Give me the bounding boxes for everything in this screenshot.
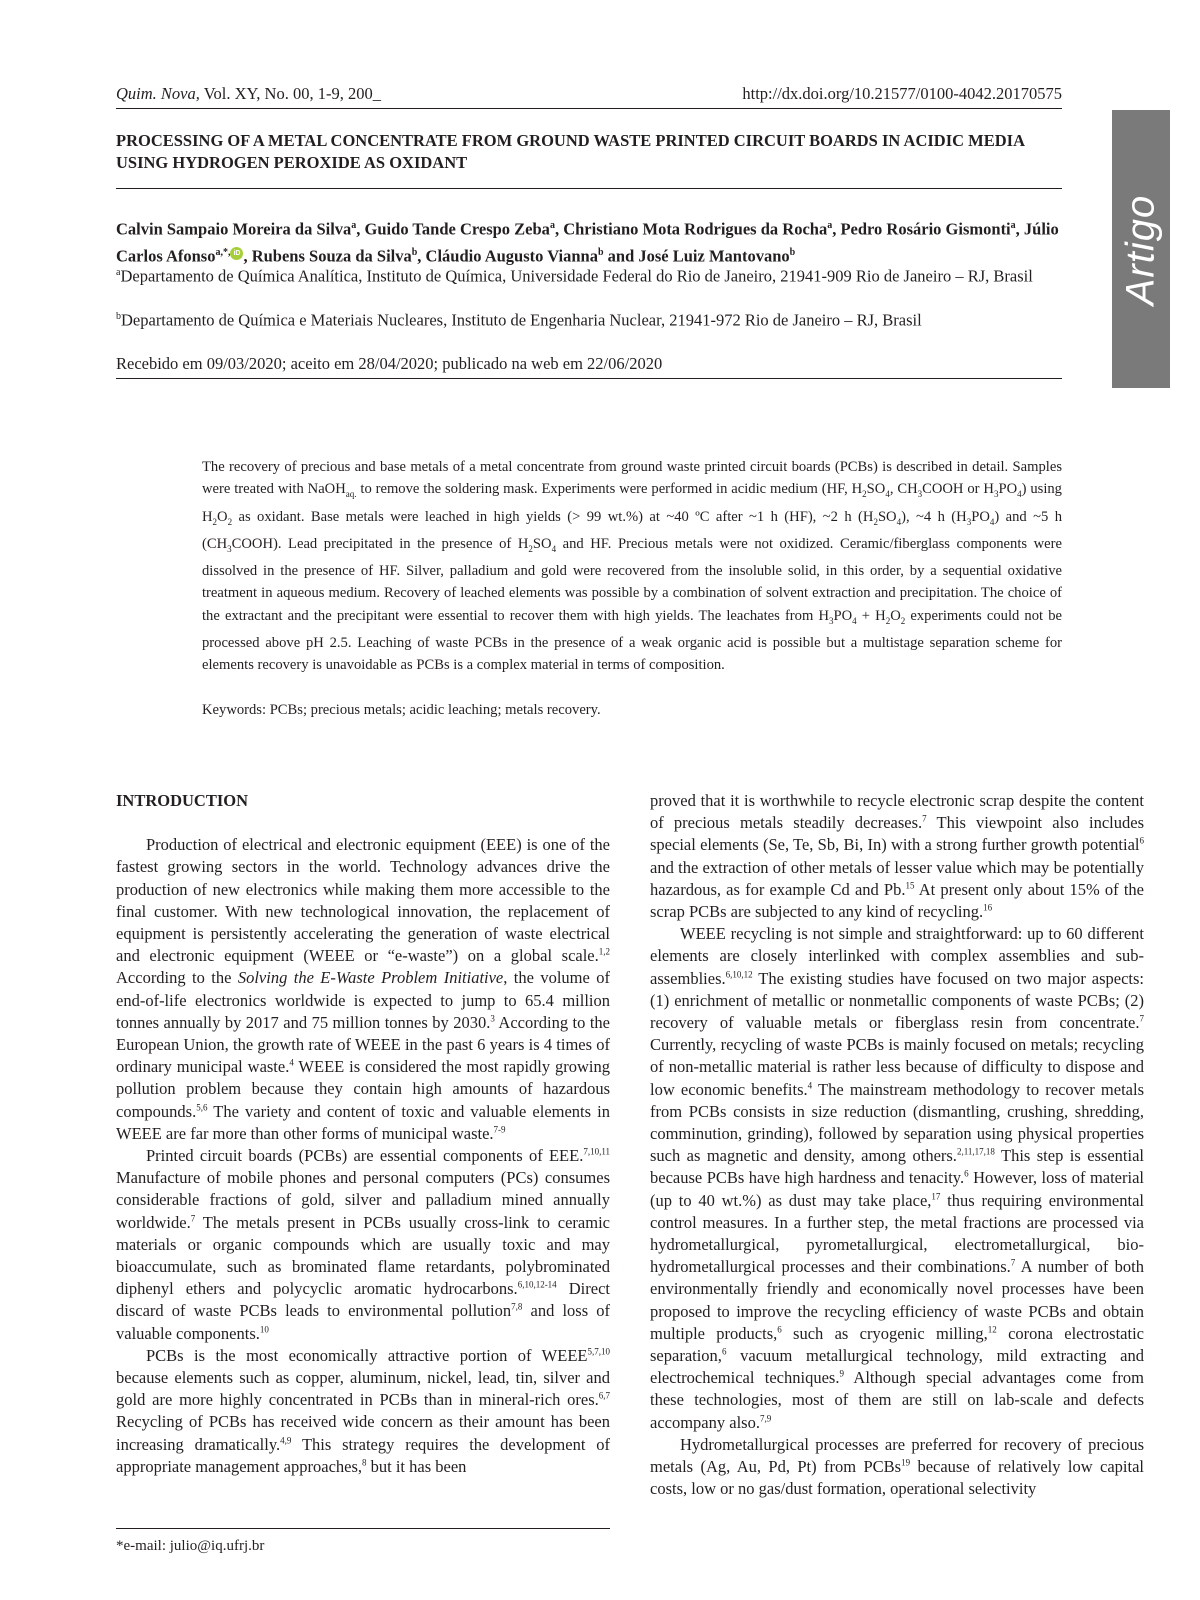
footnote-rule [116,1528,610,1529]
author: Guido Tande Crespo Zeba [364,219,550,239]
affiliation-b [116,306,1062,332]
running-header [116,84,1062,108]
abstract: The recovery of precious and base metals of a metal concentrate from ground waste printed circuit boards (PCBs) is described in detail. Samples were treated with NaOH$_{aq.}$ to remove the soldering mask. Experiments were performed in acidic medium (HF, $H_2SO_4$, $CH_3COOH$ or $H_3PO_4$) using $H_2O_2$ as oxidant. Base metals were leached in high yields (> 99 wt.%) at ~40 ºC after ~1 h (HF), ~2 h $(H_2SO_4)$, ~4 h $(H_3PO_4)$ and ~5 h $(CH_3COOH)$. Lead precipitated in the presence of $H_2SO_4$ and HF. Precious metals were not oxidized. Ceramic/fiberglass components were dissolved in the presence of HF. Silver, palladium and gold were recovered from the insoluble solid, in this order, by a sequential oxidative treatment in aqueous medium. Recovery of leached elements was possible by a combination of solvent extraction and precipitation. The choice of the extractant and the precipitant were essential to recover them with high yields. The leachates from $H_3PO_4 + H_2O_2$ experiments could not be processed above pH 2.5. Leaching of waste PCBs in the presence of a weak organic acid is possible but a multistage separation scheme for elements recovery is unavoidable as PCBs is a complex material in terms of composition. [202,459,1062,673]
keywords: Keywords: PCBs; precious metals; acidic leaching; metals recovery. [202,702,601,718]
author-affil-mark: b [597,246,604,258]
author-affil-mark: b [789,246,796,258]
received-rule [116,378,1062,379]
author: Rubens Souza da Silva [251,246,412,265]
paragraph: PCBs is the most economically attractive portion of WEEE$^{5,7,10}$ because elements such as copper, aluminum, nickel, lead, tin, silver and gold are more highly concentrated in PCBs than in mineral-rich ores.$^{6,7}$ Recycling of PCBs has received wide concern as their amount has been increasing dramatically.$^{4,9}$ This strategy requires the development of appropriate management approaches,$^8$ but it has been [116,1345,610,1476]
article-type-label: Artigo [1118,194,1163,306]
affil-mark: a [116,267,121,278]
journal-volume: Vol. XY, No. 00, 1-9, 200_ [199,84,381,103]
affiliation-text: Departamento de Química e Materiais Nucleares, Instituto de Engenharia Nuclear, 21941-972 Rio de Janeiro – RJ, Brasil [121,310,922,330]
body-column-left [116,790,610,1478]
title-rule [116,188,1062,189]
article-title: PROCESSING OF A METAL CONCENTRATE FROM GROUND WASTE PRINTED CIRCUIT BOARDS IN ACIDIC MEDIA USING HYDROGEN PEROXIDE AS OXIDANT [116,131,1025,172]
doi-link[interactable]: http://dx.doi.org/10.21577/0100-4042.20170575 [742,84,1062,103]
author-affil-mark: a [549,220,555,231]
affiliation-a [116,262,1062,288]
author-corresponding: Júlio Carlos Afonso [116,219,1059,265]
journal-name: Quim. Nova, [116,84,200,103]
author: Christiano Mota Rodrigues da Rocha [563,219,828,239]
author: Pedro Rosário Gismonti [840,219,1011,239]
author: José Luiz Mantovano [638,246,790,265]
author-list: Calvin Sampaio Moreira da Silva$^a$, Guido Tande Crespo Zeba$^a$, Christiano Mota Rodrigues da Rocha$^a$, Pedro Rosário Gismonti$^a$, Júlio Carlos Afonso$^{a,*,}$ iD , Rubens Souza da Silva$^b$, Cláudio Augusto Vianna$^b$ and José Luiz Mantovano$^b$ [116,219,1059,265]
received-dates: Recebido em 09/03/2020; aceito em 28/04/2020; publicado na web em 22/06/2020 [116,354,663,373]
author-affil-mark: b [411,246,418,258]
orcid-icon[interactable]: iD [230,247,243,260]
author: Calvin Sampaio Moreira da Silva [116,219,352,239]
section-heading-introduction: INTRODUCTION [116,791,249,810]
authors-connector: and [607,246,635,265]
author-affil-mark: a [1010,220,1016,231]
author-affil-mark: a,*, [215,246,231,258]
author-affil-mark: a [351,220,357,231]
affil-mark: b [116,311,121,322]
author: Cláudio Augusto Vianna [425,246,598,265]
paragraph: proved that it is worthwhile to recycle electronic scrap despite the content of precious metals steadily decreases.$^7$ This viewpoint also includes special elements (Se, Te, Sb, Bi, In) with a strong further growth potential$^6$ and the extraction of other metals of lesser value which may be potentially hazardous, as for example Cd and Pb.$^{15}$ At present only about 15% of the scrap PCBs are subjected to any kind of recycling.$^{16}$ [650,791,1144,922]
corresponding-email[interactable]: *e-mail: julio@iq.ufrj.br [116,1538,265,1554]
author-affil-mark: a [827,220,833,231]
paragraph: Production of electrical and electronic equipment (EEE) is one of the fastest growing sectors in the world. Technology advances drive the production of new electronics while making them more accessible to the final customer. With new technological innovation, the replacement of equipment is persistently accelerating the generation of waste electrical and electronic equipment (WEEE or “e-waste”) on a global scale.$^{1,2}$ According to the Solving the E-Waste Problem Initiative, the volume of end-of-life electronics worldwide is expected to jump to 65.4 million tonnes annually by 2017 and 75 million tonnes by 2030.$^3$ According to the European Union, the growth rate of WEEE in the past 6 years is 4 times of ordinary municipal waste.$^4$ WEEE is considered the most rapidly growing pollution problem because they contain high amounts of hazardous compounds.$^{5,6}$ The variety and content of toxic and valuable elements in WEEE are far more than other forms of municipal waste.$^{7-9}$ [116,835,611,1143]
affiliation-text: Departamento de Química Analítica, Instituto de Química, Universidade Federal do Rio de Janeiro, 21941-909 Rio de Janeiro – RJ, Brasil [120,266,1033,286]
journal-citation [116,84,381,108]
paragraph: Hydrometallurgical processes are preferred for recovery of precious metals (Ag, Au, Pd, Pt) from PCBs$^{19}$ because of relatively low capital costs, low or no gas/dust formation, operational selectivity [650,1434,1144,1499]
paragraph: Printed circuit boards (PCBs) are essential components of EEE.$^{7,10,11}$ Manufacture of mobile phones and personal computers (PCs) consumes considerable fractions of gold, silver and palladium mined annually worldwide.$^7$ The metals present in PCBs usually cross-link to ceramic materials or organic compounds which are usually toxic and may bioaccumulate, such as brominated flame retardants, polybrominated diphenyl ethers and polycyclic aromatic hydrocarbons.$^{6,10,12-14}$ Direct discard of waste PCBs leads to environmental pollution$^{7,8}$ and loss of valuable components.$^{10}$ [116,1146,610,1343]
body-column-right [650,790,1144,1501]
header-rule [116,108,1062,109]
paragraph: WEEE recycling is not simple and straightforward: up to 60 different elements are closely interlinked with complex assemblies and sub-assemblies.$^{6,10,12}$ The existing studies have focused on two major aspects: (1) enrichment of metallic or nonmetallic components of waste PCBs; (2) recovery of valuable metals or fiberglass resin from concentrate.$^7$ Currently, recycling of waste PCBs is mainly focused on metals; recycling of non-metallic material is rather less because of difficulty to dispose and low economic benefits.$^4$ The mainstream methodology to recover metals from PCBs consists in size reduction (dismantling, crushing, shredding, comminution, grinding), followed by separation using physical properties such as magnetic and density, among others.$^{2,11,17,18}$ This step is essential because PCBs have high hardness and tenacity.$^6$ However, loss of material (up to 40 wt.%) as dust may take place,$^{17}$ thus requiring environmental control measures. In a further step, the metal fractions are processed via hydrometallurgical, pyrometallurgical, electrometallurgical, bio-hydrometallurgical processes and their combinations.$^7$ A number of both environmentally friendly and economically novel processes have been proposed to improve the recycling efficiency of waste PCBs and obtain multiple products,$^6$ such as cryogenic milling,$^{12}$ corona electrostatic separation,$^6$ vacuum metallurgical technology, mild extracting and electrochemical techniques.$^9$ Although special advantages come from these technologies, most of them are still on lab-scale and defects accompany also.$^{7,9}$ [650,924,1145,1432]
